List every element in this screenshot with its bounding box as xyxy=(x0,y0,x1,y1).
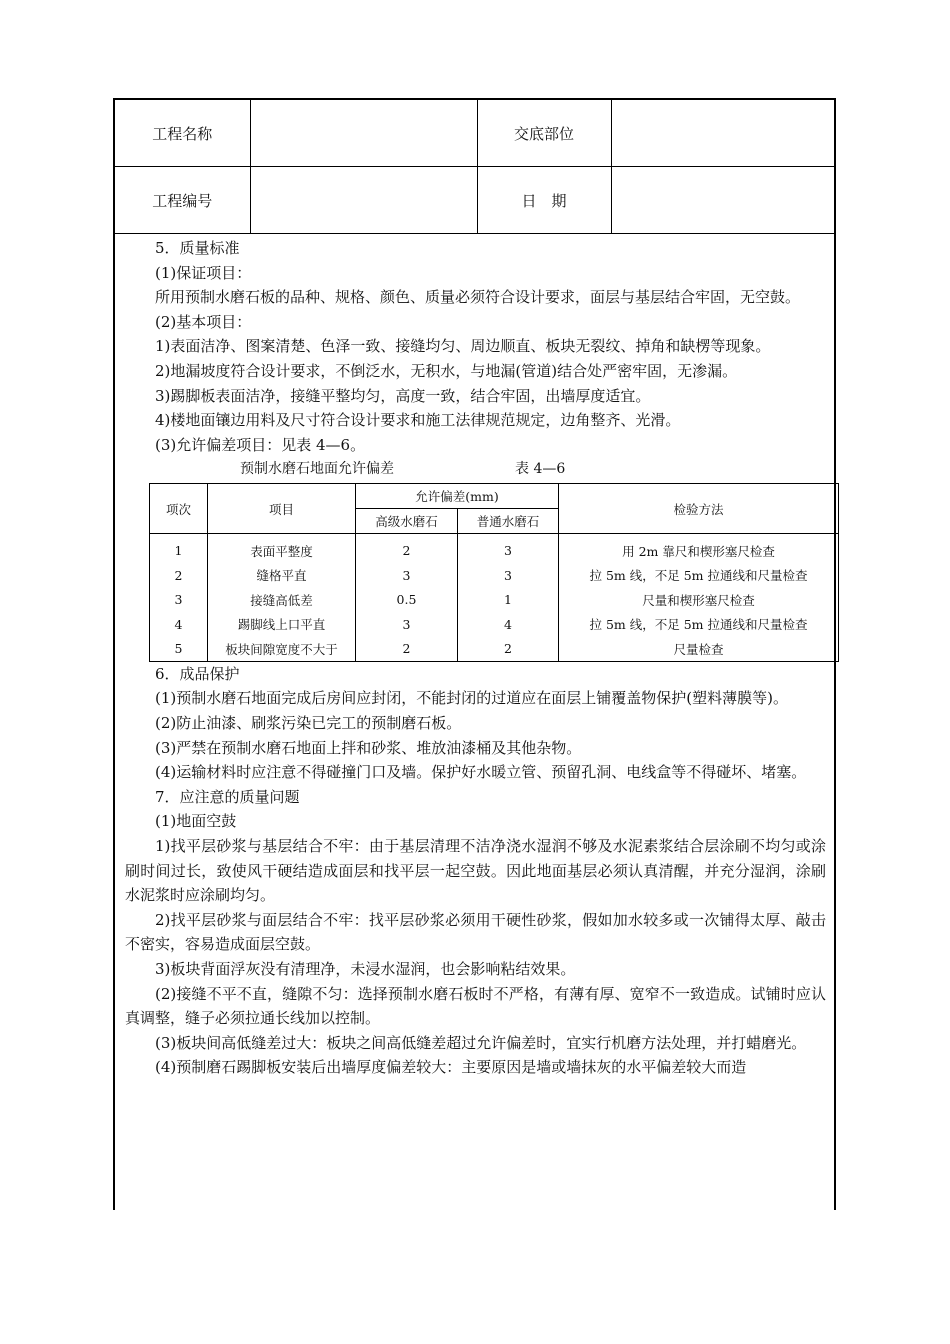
cell-high-grade: 0.5 xyxy=(356,587,458,612)
content-body xyxy=(115,236,834,1080)
col-header-standard: 普通水磨石 xyxy=(458,509,559,534)
col-header-tolerance: 允许偏差(mm) xyxy=(356,484,559,509)
location-value xyxy=(611,100,834,167)
table-row xyxy=(150,612,839,637)
paragraph: 4)楼地面镶边用料及尺寸符合设计要求和施工法律规范规定，边角整齐、光滑。 xyxy=(155,411,681,430)
paragraph: (2)接缝不平不直，缝隙不匀：选择预制水磨石板时不严格，有薄有厚、宽窄不一致造成。试铺时应认真调整，缝子必须拉通长线加以控制。 xyxy=(125,984,826,1028)
cell-method: 拉 5m 线，不足 5m 拉通线和尺量检查 xyxy=(559,612,839,637)
cell-method: 尺量检查 xyxy=(559,636,839,661)
location-label: 交底部位 xyxy=(477,100,611,167)
date-value xyxy=(611,167,834,234)
cell-standard: 2 xyxy=(458,636,559,661)
paragraph: (3)严禁在预制水磨石地面上拌和砂浆、堆放油漆桶及其他杂物。 xyxy=(155,738,582,757)
tolerance-table xyxy=(149,483,839,662)
project-no-value xyxy=(250,167,477,234)
paragraph: 所用预制水磨石板的品种、规格、颜色、质量必须符合设计要求，面层与基层结合牢固，无空鼓。 xyxy=(155,288,801,307)
paragraph: 2)找平层砂浆与面层结合不牢：找平层砂浆必须用干硬性砂浆，假如加水较多或一次铺得太厚、敲击不密实，容易造成面层空鼓。 xyxy=(125,910,826,954)
header-table xyxy=(115,100,834,234)
cell-no: 1 xyxy=(150,534,208,563)
cell-method: 用 2m 靠尺和楔形塞尺检查 xyxy=(559,534,839,563)
date-label: 日 期 xyxy=(477,167,611,234)
paragraph: (4)运输材料时应注意不得碰撞门口及墙。保护好水暖立管、预留孔洞、电线盒等不得碰坏、堵塞。 xyxy=(155,763,807,782)
section-5-heading: 5．质量标准 xyxy=(155,239,240,257)
col-header-no: 项次 xyxy=(150,484,208,534)
cell-method: 拉 5m 线，不足 5m 拉通线和尺量检查 xyxy=(559,563,839,588)
project-name-label: 工程名称 xyxy=(115,100,250,167)
cell-item: 踢脚线上口平直 xyxy=(208,612,356,637)
cell-high-grade: 2 xyxy=(356,534,458,563)
section-7-heading: 7．应注意的质量问题 xyxy=(155,787,300,806)
project-name-value xyxy=(250,100,477,167)
cell-standard: 3 xyxy=(458,534,559,563)
cell-item: 表面平整度 xyxy=(208,534,356,563)
paragraph: (1)保证项目： xyxy=(155,263,252,282)
paragraph: (1)预制水磨石地面完成后房间应封闭，不能封闭的过道应在面层上铺覆盖物保护(塑料薄膜等)。 xyxy=(155,689,788,708)
col-header-high-grade: 高级水磨石 xyxy=(356,509,458,534)
table-row xyxy=(150,636,839,661)
paragraph: (3)允许偏差项目：见表 4—6。 xyxy=(155,435,366,454)
table-row xyxy=(150,587,839,612)
disclosure-form xyxy=(113,98,836,1210)
cell-standard: 4 xyxy=(458,612,559,637)
cell-standard: 1 xyxy=(458,587,559,612)
paragraph: (2)基本项目： xyxy=(155,312,252,331)
paragraph: (2)防止油漆、刷浆污染已完工的预制磨石板。 xyxy=(155,714,462,733)
table-caption xyxy=(125,457,826,481)
col-header-item: 项目 xyxy=(208,484,356,534)
paragraph: 1)找平层砂浆与基层结合不牢：由于基层清理不洁净浇水湿润不够及水泥素浆结合层涂刷不均匀或涂刷时间过长，致使风干硬结造成面层和找平层一起空鼓。因此地面基层必须认真清醒，并充分湿润，涂刷水泥浆时应涂刷均匀。 xyxy=(125,837,826,905)
cell-standard: 3 xyxy=(458,563,559,588)
section-6-heading: 6．成品保护 xyxy=(155,664,240,683)
paragraph: (1)地面空鼓 xyxy=(155,812,237,831)
cell-no: 3 xyxy=(150,587,208,612)
cell-high-grade: 2 xyxy=(356,636,458,661)
cell-high-grade: 3 xyxy=(356,612,458,637)
table-number: 表 4—6 xyxy=(515,461,566,478)
cell-no: 4 xyxy=(150,612,208,637)
paragraph: 3)踢脚板表面洁净，接缝平整均匀，高度一致，结合牢固，出墙厚度适宜。 xyxy=(155,386,651,405)
cell-item: 缝格平直 xyxy=(208,563,356,588)
paragraph: 1)表面洁净、图案清楚、色泽一致、接缝均匀、周边顺直、板块无裂纹、掉角和缺楞等现象。 xyxy=(155,337,771,356)
cell-item: 板块间隙宽度不大于 xyxy=(208,636,356,661)
col-header-method: 检验方法 xyxy=(559,484,839,534)
cell-high-grade: 3 xyxy=(356,563,458,588)
paragraph: (3)板块间高低缝差过大：板块之间高低缝差超过允许偏差时，宜实行机磨方法处理，并打蜡磨光。 xyxy=(155,1033,807,1052)
table-title: 预制水磨石地面允许偏差 xyxy=(240,461,394,478)
paragraph: 3)板块背面浮灰没有清理净，未浸水湿润，也会影响粘结效果。 xyxy=(155,959,576,978)
cell-method: 尺量和楔形塞尺检查 xyxy=(559,587,839,612)
table-row xyxy=(150,563,839,588)
paragraph: 2)地漏坡度符合设计要求，不倒泛水，无积水，与地漏(管道)结合处严密牢固，无渗漏。 xyxy=(155,361,738,380)
table-row xyxy=(150,534,839,563)
cell-no: 5 xyxy=(150,636,208,661)
cell-item: 接缝高低差 xyxy=(208,587,356,612)
cell-no: 2 xyxy=(150,563,208,588)
paragraph: (4)预制磨石踢脚板安装后出墙厚度偏差较大：主要原因是墙或墙抹灰的水平偏差较大而造 xyxy=(155,1058,747,1077)
project-no-label: 工程编号 xyxy=(115,167,250,234)
